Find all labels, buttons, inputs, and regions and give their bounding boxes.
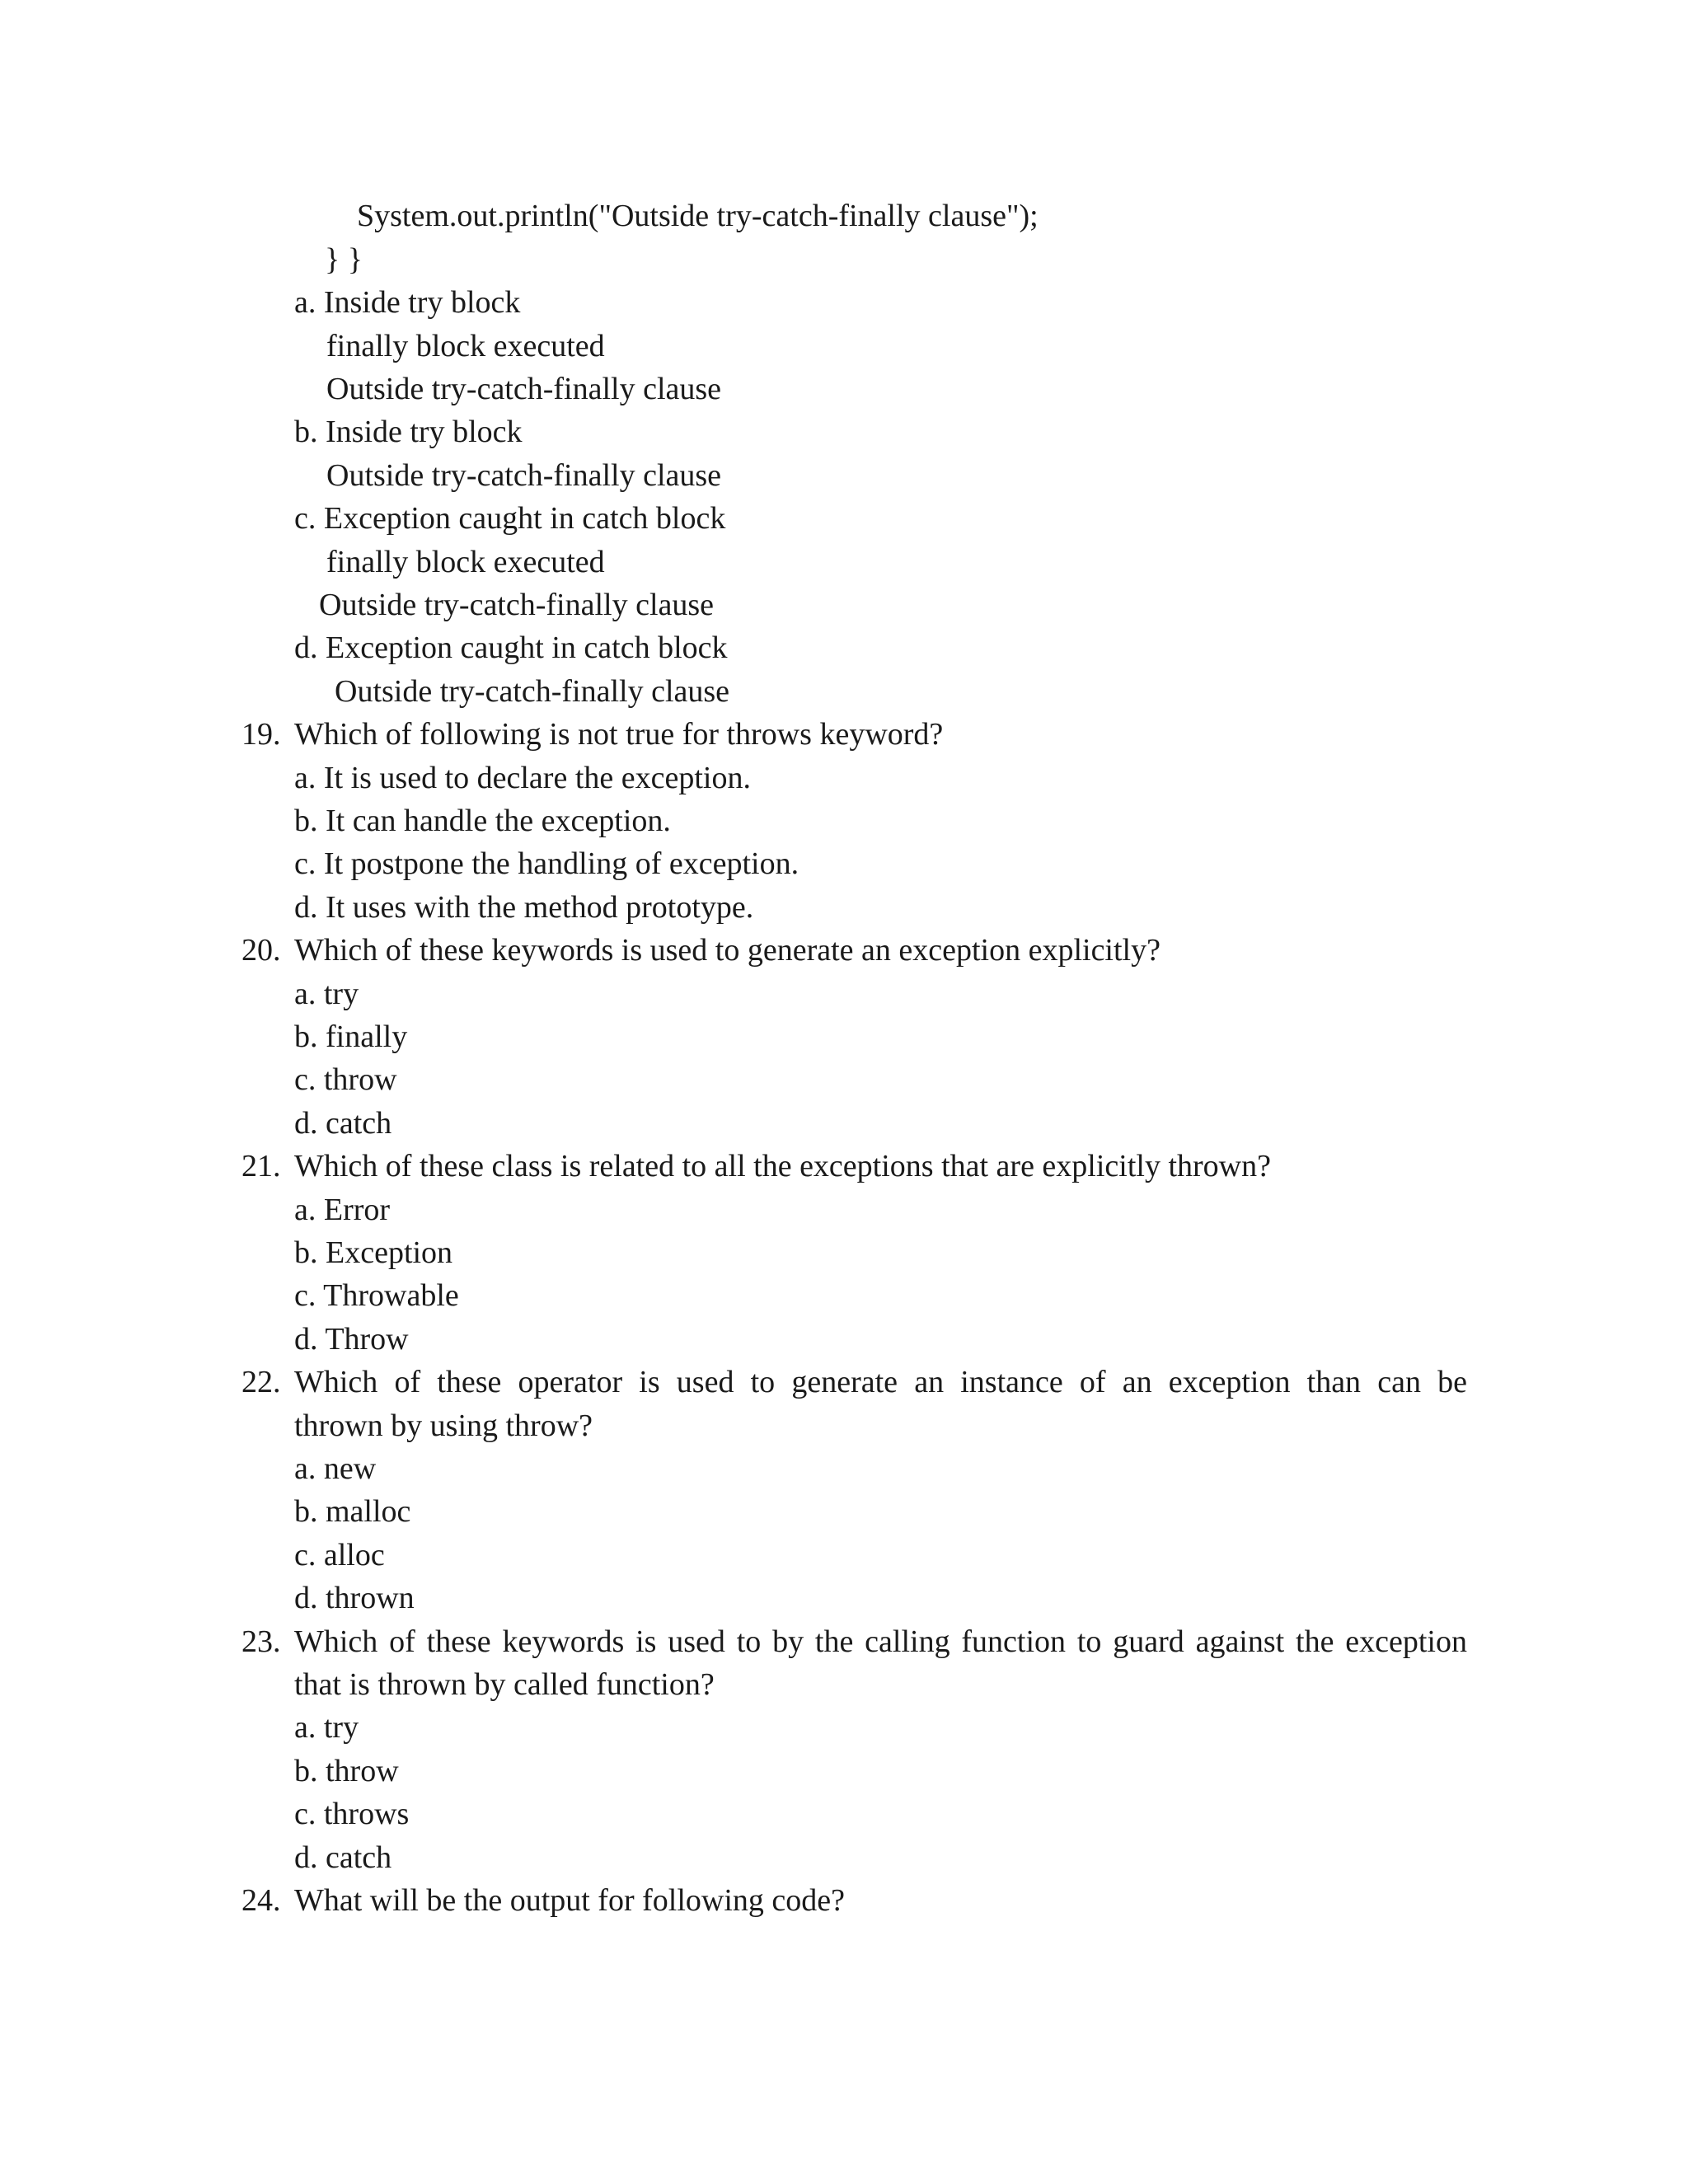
q18-option-b-line: Outside try-catch-finally clause: [326, 458, 722, 493]
question-number: 21.: [241, 1149, 281, 1183]
question-number: 22.: [241, 1365, 281, 1399]
option: b. finally: [294, 1019, 408, 1054]
q18-option-b: b. Inside try block: [294, 415, 523, 449]
option: a. try: [294, 977, 359, 1011]
question-text-line2: that is thrown by called function?: [294, 1667, 715, 1702]
question-text: Which of following is not true for throws keyword?: [294, 717, 944, 752]
option: d. Throw: [294, 1322, 409, 1357]
q18-option-c: c. Exception caught in catch block: [294, 501, 726, 536]
code-line: } }: [325, 242, 363, 277]
option: c. Throwable: [294, 1278, 459, 1313]
question-text: Which of these class is related to all the exceptions that are explicitly thrown?: [294, 1149, 1271, 1183]
question-number: 19.: [241, 717, 281, 752]
question-text-line1: Which of these keywords is used to by the calling function to guard against the exception: [294, 1624, 1467, 1659]
q18-option-d-line: Outside try-catch-finally clause: [335, 674, 730, 709]
option: a. Error: [294, 1193, 391, 1227]
q18-option-d: d. Exception caught in catch block: [294, 630, 728, 665]
q18-option-a-line: Outside try-catch-finally clause: [326, 372, 722, 406]
option: c. throw: [294, 1062, 397, 1097]
question-text-line1: Which of these operator is used to generate an instance of an exception than can be: [294, 1365, 1467, 1399]
question-number: 23.: [241, 1624, 281, 1659]
question-text: What will be the output for following code?: [294, 1883, 845, 1918]
q18-option-c-line: Outside try-catch-finally clause: [319, 588, 715, 622]
option: b. throw: [294, 1754, 399, 1788]
option: b. Exception: [294, 1235, 453, 1270]
q18-option-a-line: finally block executed: [326, 329, 605, 363]
option: a. try: [294, 1710, 359, 1745]
question-number: 24.: [241, 1883, 281, 1918]
q18-option-a: a. Inside try block: [294, 285, 521, 320]
q18-option-c-line: finally block executed: [326, 545, 605, 579]
question-number: 20.: [241, 933, 281, 968]
code-line: System.out.println("Outside try-catch-finally clause");: [357, 199, 1039, 233]
option: a. new: [294, 1451, 377, 1486]
option: d. catch: [294, 1840, 392, 1875]
option: c. throws: [294, 1797, 410, 1831]
option: b. It can handle the exception.: [294, 804, 671, 838]
option: d. thrown: [294, 1581, 415, 1615]
question-text-line2: thrown by using throw?: [294, 1408, 593, 1443]
question-text: Which of these keywords is used to generate an exception explicitly?: [294, 933, 1160, 968]
option: d. It uses with the method prototype.: [294, 890, 754, 925]
option: a. It is used to declare the exception.: [294, 761, 751, 795]
option: b. malloc: [294, 1494, 411, 1529]
option: c. alloc: [294, 1538, 385, 1572]
option: d. catch: [294, 1106, 392, 1141]
option: c. It postpone the handling of exception.: [294, 846, 799, 881]
